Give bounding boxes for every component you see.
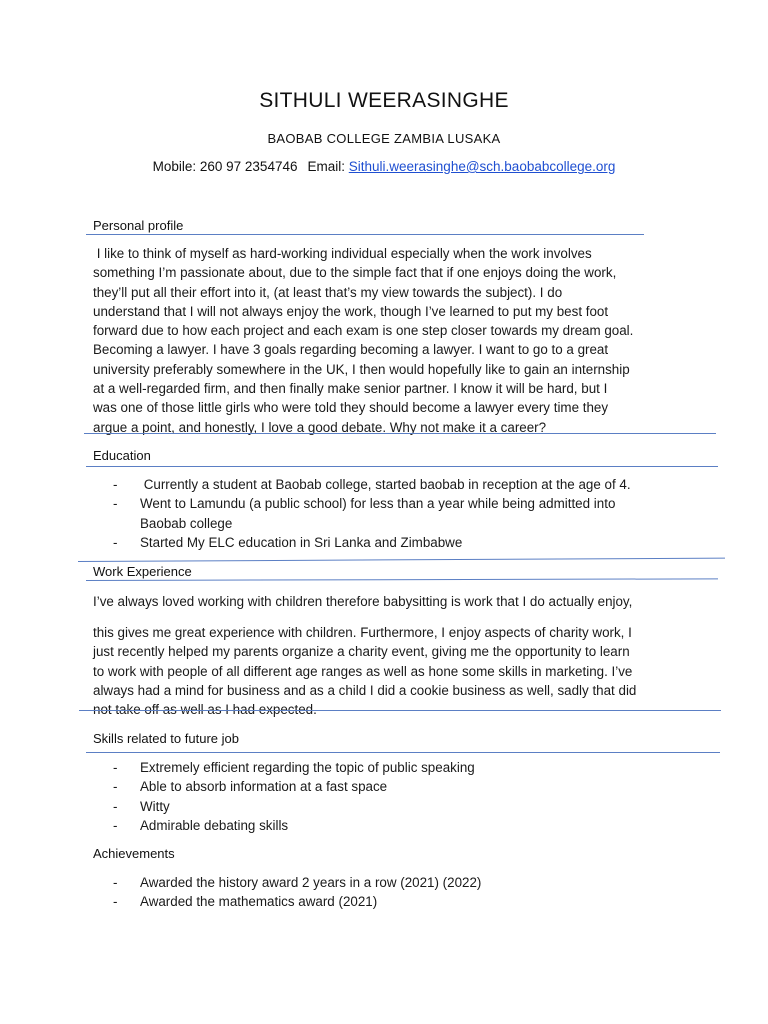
personal-profile-heading: Personal profile	[93, 218, 184, 233]
section-rule	[86, 466, 718, 467]
bullet-dash: -	[113, 798, 118, 814]
bullet-dash: -	[113, 894, 118, 910]
list-item-text: Able to absorb information at a fast space	[140, 779, 388, 795]
text-line: just recently helped my parents organize a charity event, giving me the opportunity to learn	[93, 644, 630, 660]
list-item-text: Witty	[140, 798, 170, 814]
section-rule	[86, 752, 720, 753]
list-item	[113, 892, 481, 911]
candidate-name: SITHULI WEERASINGHE	[259, 89, 509, 112]
text-line: always had a mind for business and as a child I did a cookie business as well, sadly that did	[93, 682, 637, 698]
text-line: Becoming a lawyer. I have 3 goals regarding becoming a lawyer. I want to go to a great	[93, 342, 609, 358]
section-rule	[79, 710, 721, 711]
bullet-dash: -	[113, 817, 118, 833]
text-line: not take off as well as I had expected.	[93, 702, 317, 718]
bullet-dash: -	[113, 875, 118, 890]
text-line: I’ve always loved working with children therefore babysitting is work that I do actually enjoy,	[93, 594, 633, 609]
text-line: university preferably somewhere in the UK, I then would hopefully like to gain an internship	[93, 361, 630, 377]
email-label: Email:	[307, 159, 345, 174]
list-item-text: Went to Lamundu (a public school) for less than a year while being admitted into	[140, 496, 616, 512]
work-experience-text	[93, 623, 683, 719]
list-item-text: Currently a student at Baobab college, started baobab in reception at the age of 4.	[140, 477, 631, 492]
text-line: at a well-regarded firm, and then finally make senior partner. I know it will be hard, but I	[93, 381, 608, 397]
work-experience-heading: Work Experience	[93, 564, 192, 579]
list-item	[113, 797, 475, 816]
email-link[interactable]: Sithuli.weerasinghe@sch.baobabcollege.org	[348, 159, 616, 174]
text-line: was one of those little girls who were told they should become a lawyer every time they	[93, 400, 609, 416]
list-item	[113, 533, 631, 552]
text-line: argue a point, and honestly, I love a good debate. Why not make it a career?	[93, 419, 547, 435]
list-item-text-continued: Baobab college	[140, 515, 233, 531]
list-item	[113, 494, 631, 533]
list-item-text: Awarded the mathematics award (2021)	[140, 894, 378, 910]
bullet-dash: -	[113, 760, 118, 775]
text-line: this gives me great experience with children. Furthermore, I enjoy aspects of charity work, I	[93, 625, 632, 640]
list-item-text: Awarded the history award 2 years in a row (2021) (2022)	[140, 875, 482, 890]
list-item	[113, 873, 481, 892]
bullet-dash: -	[113, 779, 118, 795]
mobile-number: Mobile: 260 97 2354746	[152, 159, 298, 174]
bullet-dash: -	[113, 496, 118, 512]
list-item	[113, 475, 631, 494]
education-heading: Education	[93, 448, 151, 463]
school-name: BAOBAB COLLEGE ZAMBIA LUSAKA	[267, 131, 501, 146]
list-item-text: Extremely efficient regarding the topic of public speaking	[140, 760, 475, 775]
text-line: they’ll put all their effort into it, (at least that’s my view towards the subject). I do	[93, 284, 563, 300]
contact-line	[0, 159, 768, 174]
section-rule	[78, 558, 725, 562]
work-experience-intro	[93, 592, 683, 611]
education-list	[113, 475, 631, 552]
text-line: to work with people of all different age ranges as well as hone some skills in marketing. I’ve	[93, 663, 633, 679]
section-rule	[84, 433, 716, 434]
personal-profile-text	[93, 244, 683, 437]
bullet-dash: -	[113, 477, 118, 492]
list-item-text: Started My ELC education in Sri Lanka and Zimbabwe	[140, 534, 463, 550]
section-rule	[86, 234, 644, 235]
text-line: something I’m passionate about, due to the simple fact that if one enjoys doing the work,	[93, 265, 617, 281]
list-item	[113, 777, 475, 796]
text-line: forward due to how each project and each exam is one step closer towards my dream goal.	[93, 323, 634, 339]
list-item	[113, 758, 475, 777]
text-line: I like to think of myself as hard-working individual especially when the work involves	[93, 246, 592, 261]
bullet-dash: -	[113, 534, 118, 550]
list-item-text: Admirable debating skills	[140, 817, 289, 833]
achievements-list	[113, 873, 481, 912]
skills-list	[113, 758, 475, 835]
achievements-heading: Achievements	[93, 846, 175, 861]
text-line: understand that I will not always enjoy the work, though I’ve learned to put my best foot	[93, 303, 609, 319]
skills-heading: Skills related to future job	[93, 731, 239, 746]
list-item	[113, 816, 475, 835]
